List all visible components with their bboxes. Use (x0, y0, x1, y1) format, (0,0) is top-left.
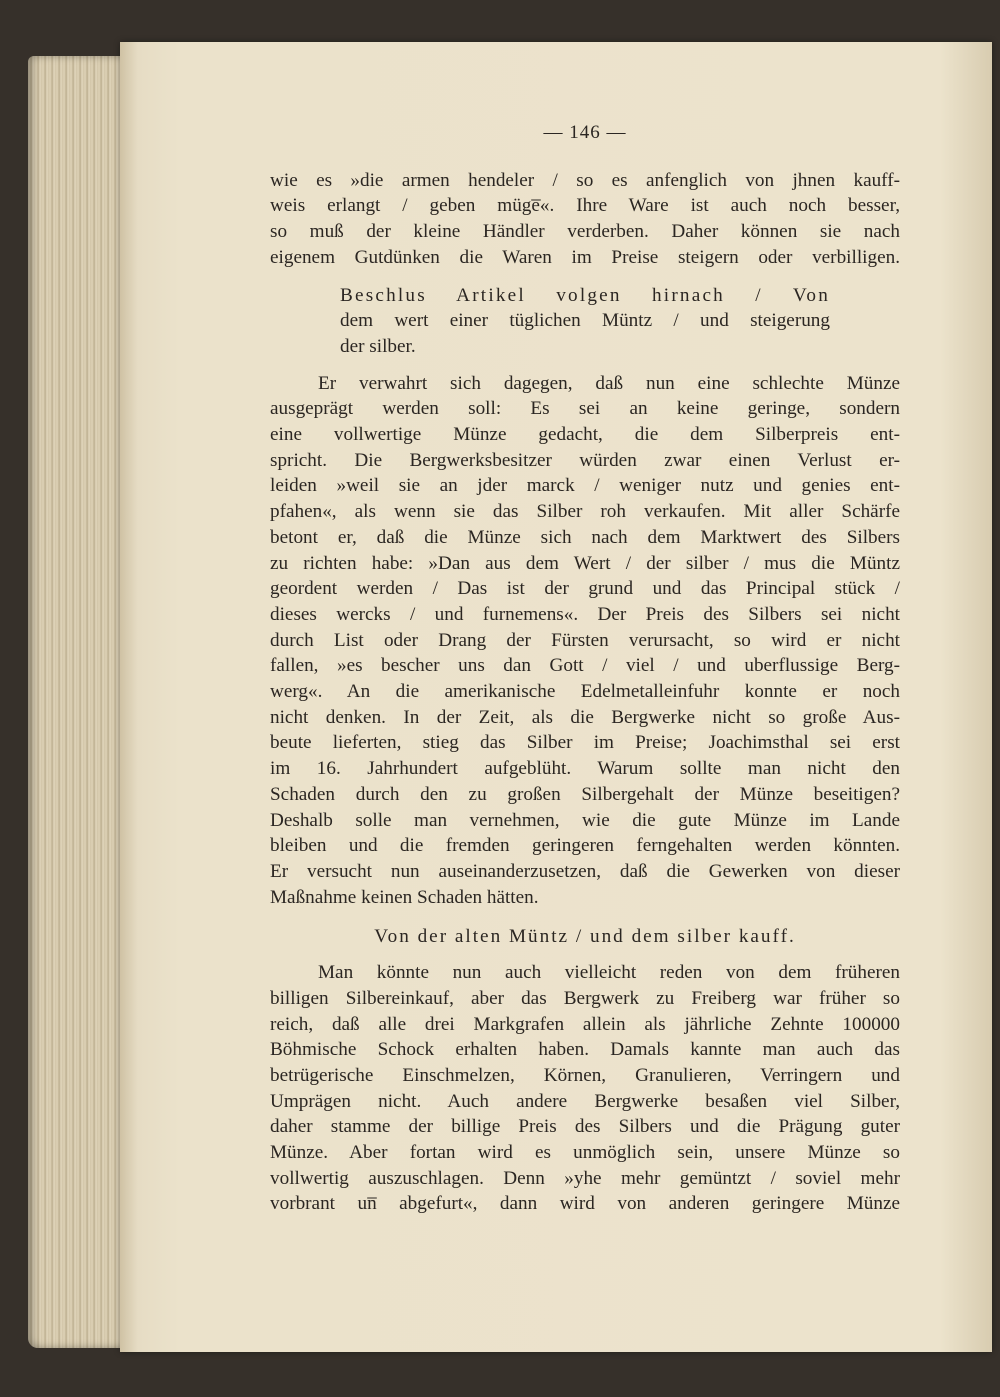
text-line: eigenem Gutdünken die Waren im Preise steigern oder verbilligen. (270, 246, 900, 268)
heading-line: der silber. (340, 335, 416, 357)
text-line: weis erlangt / geben müge̅«. Ihre Ware ist auch noch besser, (270, 195, 900, 217)
text-line: Böhmische Schock erhalten haben. Damals kannte man auch das (270, 1039, 900, 1061)
text-line: vollwertig auszuschlagen. Denn »yhe mehr gemüntzt / soviel mehr (270, 1167, 900, 1189)
heading-line: Von der alten Müntz / und dem silber kauff. (374, 926, 796, 948)
page-edges (28, 56, 124, 1348)
text-line: bleiben und die fremden geringeren ferngehalten werden könnten. (270, 835, 900, 857)
text-line: wie es »die armen hendeler / so es anfenglich von jhnen kauff- (270, 169, 900, 191)
heading-line: Beschlus Artikel volgen hirnach / Von (340, 284, 830, 306)
section-heading-2 (270, 924, 900, 950)
text-line: im 16. Jahrhundert aufgeblüht. Warum sollte man nicht den (270, 758, 900, 780)
paragraph-2 (270, 371, 900, 911)
text-line: betrügerische Einschmelzen, Körnen, Granulieren, Verringern und (270, 1064, 900, 1086)
page-text (270, 120, 900, 1217)
text-line: leiden »weil sie an jder marck / weniger nutz und genies ent- (270, 475, 900, 497)
text-line: zu richten habe: »Dan aus dem Wert / der silber / mus die Müntz (270, 552, 900, 574)
text-line: Er verwahrt sich dagegen, daß nun eine schlechte Münze (318, 372, 900, 394)
text-line: Man könnte nun auch vielleicht reden von dem früheren (318, 962, 900, 984)
text-line: Münze. Aber fortan wird es unmöglich sein, unsere Münze so (270, 1142, 900, 1164)
text-line: pfahen«, als wenn sie das Silber roh verkaufen. Mit aller Schärfe (270, 501, 900, 523)
section-heading-1 (270, 283, 900, 360)
text-line: durch List oder Drang der Fürsten verursacht, so wird er nicht (270, 629, 900, 651)
text-line: Deshalb solle man vernehmen, wie die gute Münze im Lande (270, 809, 900, 831)
text-line: Maßnahme keinen Schaden hätten. (270, 886, 539, 908)
text-line: nicht denken. In der Zeit, als die Bergwerke nicht so große Aus- (270, 706, 900, 728)
text-line: daher stamme der billige Preis des Silbers und die Prägung guter (270, 1116, 900, 1138)
text-line: beute lieferten, stieg das Silber im Preise; Joachimsthal sei erst (270, 732, 900, 754)
paragraph-1 (270, 168, 900, 271)
page-number: — 146 — (543, 122, 627, 143)
text-line: fallen, »es bescher uns dan Gott / viel / und uberflussige Berg- (270, 655, 900, 677)
text-line: Er versucht nun auseinanderzusetzen, daß die Gewerken von dieser (270, 860, 900, 882)
text-line: geordent werden / Das ist der grund und das Principal stück / (270, 578, 900, 600)
text-line: spricht. Die Bergwerksbesitzer würden zwar einen Verlust er- (270, 449, 900, 471)
text-line: betont er, daß die Münze sich nach dem Marktwert des Silbers (270, 526, 900, 548)
text-line: billigen Silbereinkauf, aber das Bergwerk zu Freiberg war früher so (270, 987, 900, 1009)
paragraph-3 (270, 960, 900, 1217)
text-line: so muß der kleine Händler verderben. Daher können sie nach (270, 221, 900, 243)
text-line: reich, daß alle drei Markgrafen allein als jährliche Zehnte 100000 (270, 1013, 900, 1035)
text-line: ausgeprägt werden soll: Es sei an keine geringe, sondern (270, 398, 900, 420)
text-line: eine vollwertige Münze gedacht, die dem Silberpreis ent- (270, 424, 900, 446)
text-line: Schaden durch den zu großen Silbergehalt der Münze beseitigen? (270, 783, 900, 805)
text-line: dieses wercks / und furnemens«. Der Preis des Silbers sei nicht (270, 603, 900, 625)
heading-line: dem wert einer tüglichen Müntz / und steigerung (340, 310, 830, 332)
text-line: werg«. An die amerikanische Edelmetalleinfuhr konnte er noch (270, 681, 900, 703)
text-line: Umprägen nicht. Auch andere Bergwerke besaßen viel Silber, (270, 1090, 900, 1112)
text-line: vorbrant un̅ abgefurt«, dann wird von anderen geringere Münze (270, 1193, 900, 1215)
